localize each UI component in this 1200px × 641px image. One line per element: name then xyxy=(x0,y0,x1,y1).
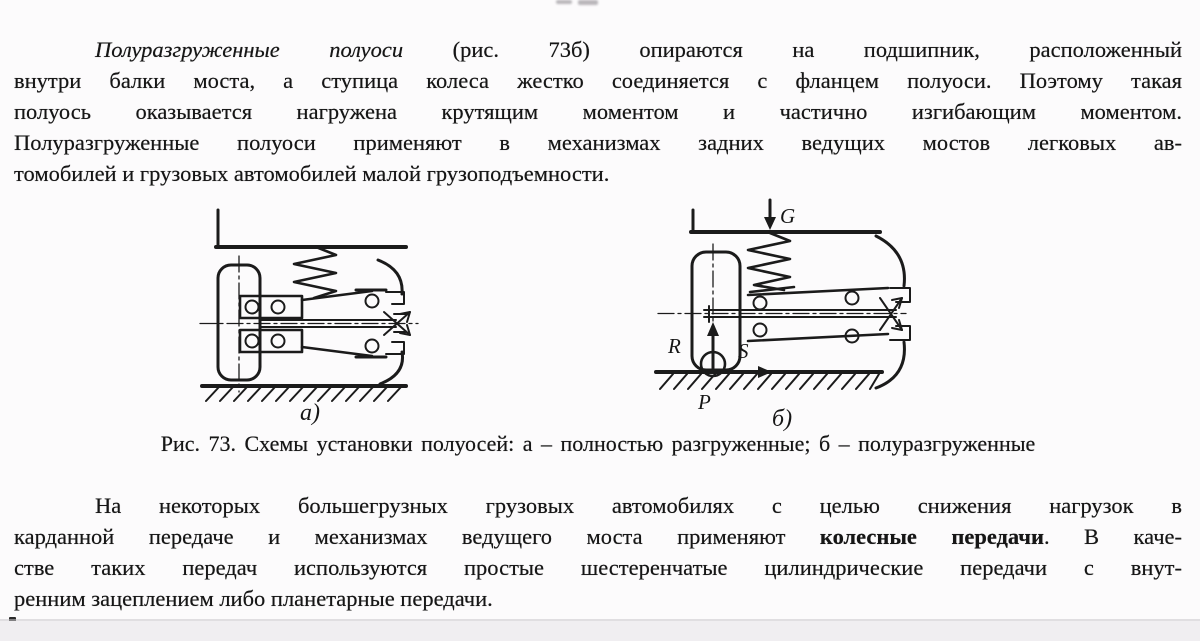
cropped-page-header-mark xyxy=(556,0,572,4)
scan-edge-band xyxy=(0,621,1200,641)
text-segment: (рис. 73б) опираются на подшипник, расположенный xyxy=(452,37,1182,62)
cropped-page-header-mark xyxy=(578,0,598,5)
car-frame xyxy=(216,210,406,247)
text-segment: карданной передаче и механизмах ведущего моста применяют xyxy=(14,524,786,549)
text-line xyxy=(14,521,1182,552)
paragraph-wheel-gear-drives xyxy=(14,490,1182,614)
text-line: внутри балки моста, а ступица колеса жестко соединяется с фланцем полуоси. Поэтому такая xyxy=(14,68,1182,93)
force-label-S: S xyxy=(738,339,749,363)
force-label-R: R xyxy=(668,334,681,358)
figure-caption: Рис. 73. Схемы установки полуосей: а – полностью разгруженные; б – полуразгруженные xyxy=(160,431,1036,456)
ground-hatching xyxy=(656,372,882,389)
subfigure-label-a: а) xyxy=(300,400,320,426)
text-line xyxy=(14,34,1182,65)
figure-73b-semi-floating-axle-diagram xyxy=(646,190,1076,434)
suspension-spring xyxy=(294,247,336,298)
text-line: Полуразгруженные полуоси применяют в механизмах задних ведущих мостов легковых ав- xyxy=(14,130,1182,155)
weight-force-G xyxy=(764,200,795,230)
bold-term: колесные передачи xyxy=(819,524,1044,549)
axle-housing xyxy=(748,236,910,388)
axle-housing xyxy=(302,260,406,384)
text-line: полуось оказывается нагружена крутящим моментом и частично изгибающим моментом. xyxy=(14,99,1182,124)
text-line: стве таких передач используются простые шестеренчатые цилиндрические передачи с внут- xyxy=(14,555,1182,580)
text-line: томобилей и грузовых автомобилей малой грузоподъемности. xyxy=(14,161,610,186)
paragraph-semi-floating-axles xyxy=(14,34,1182,189)
side-force-S xyxy=(718,339,772,378)
text-line: На некоторых большегрузных грузовых автомобилях с целью снижения нагрузок в xyxy=(95,493,1182,518)
force-label-G: G xyxy=(780,204,796,228)
italic-term: Полуразгруженные полуоси xyxy=(95,37,404,62)
subfigure-label-b: б) xyxy=(772,406,793,432)
text-line: ренним зацеплением либо планетарные передачи. xyxy=(14,586,493,611)
text-segment: . В каче- xyxy=(1043,524,1182,549)
figure-73a-fully-floating-axle-diagram xyxy=(188,194,618,426)
ground-hatching xyxy=(202,386,406,401)
suspension-spring xyxy=(748,233,794,292)
force-label-P: P xyxy=(698,390,711,414)
